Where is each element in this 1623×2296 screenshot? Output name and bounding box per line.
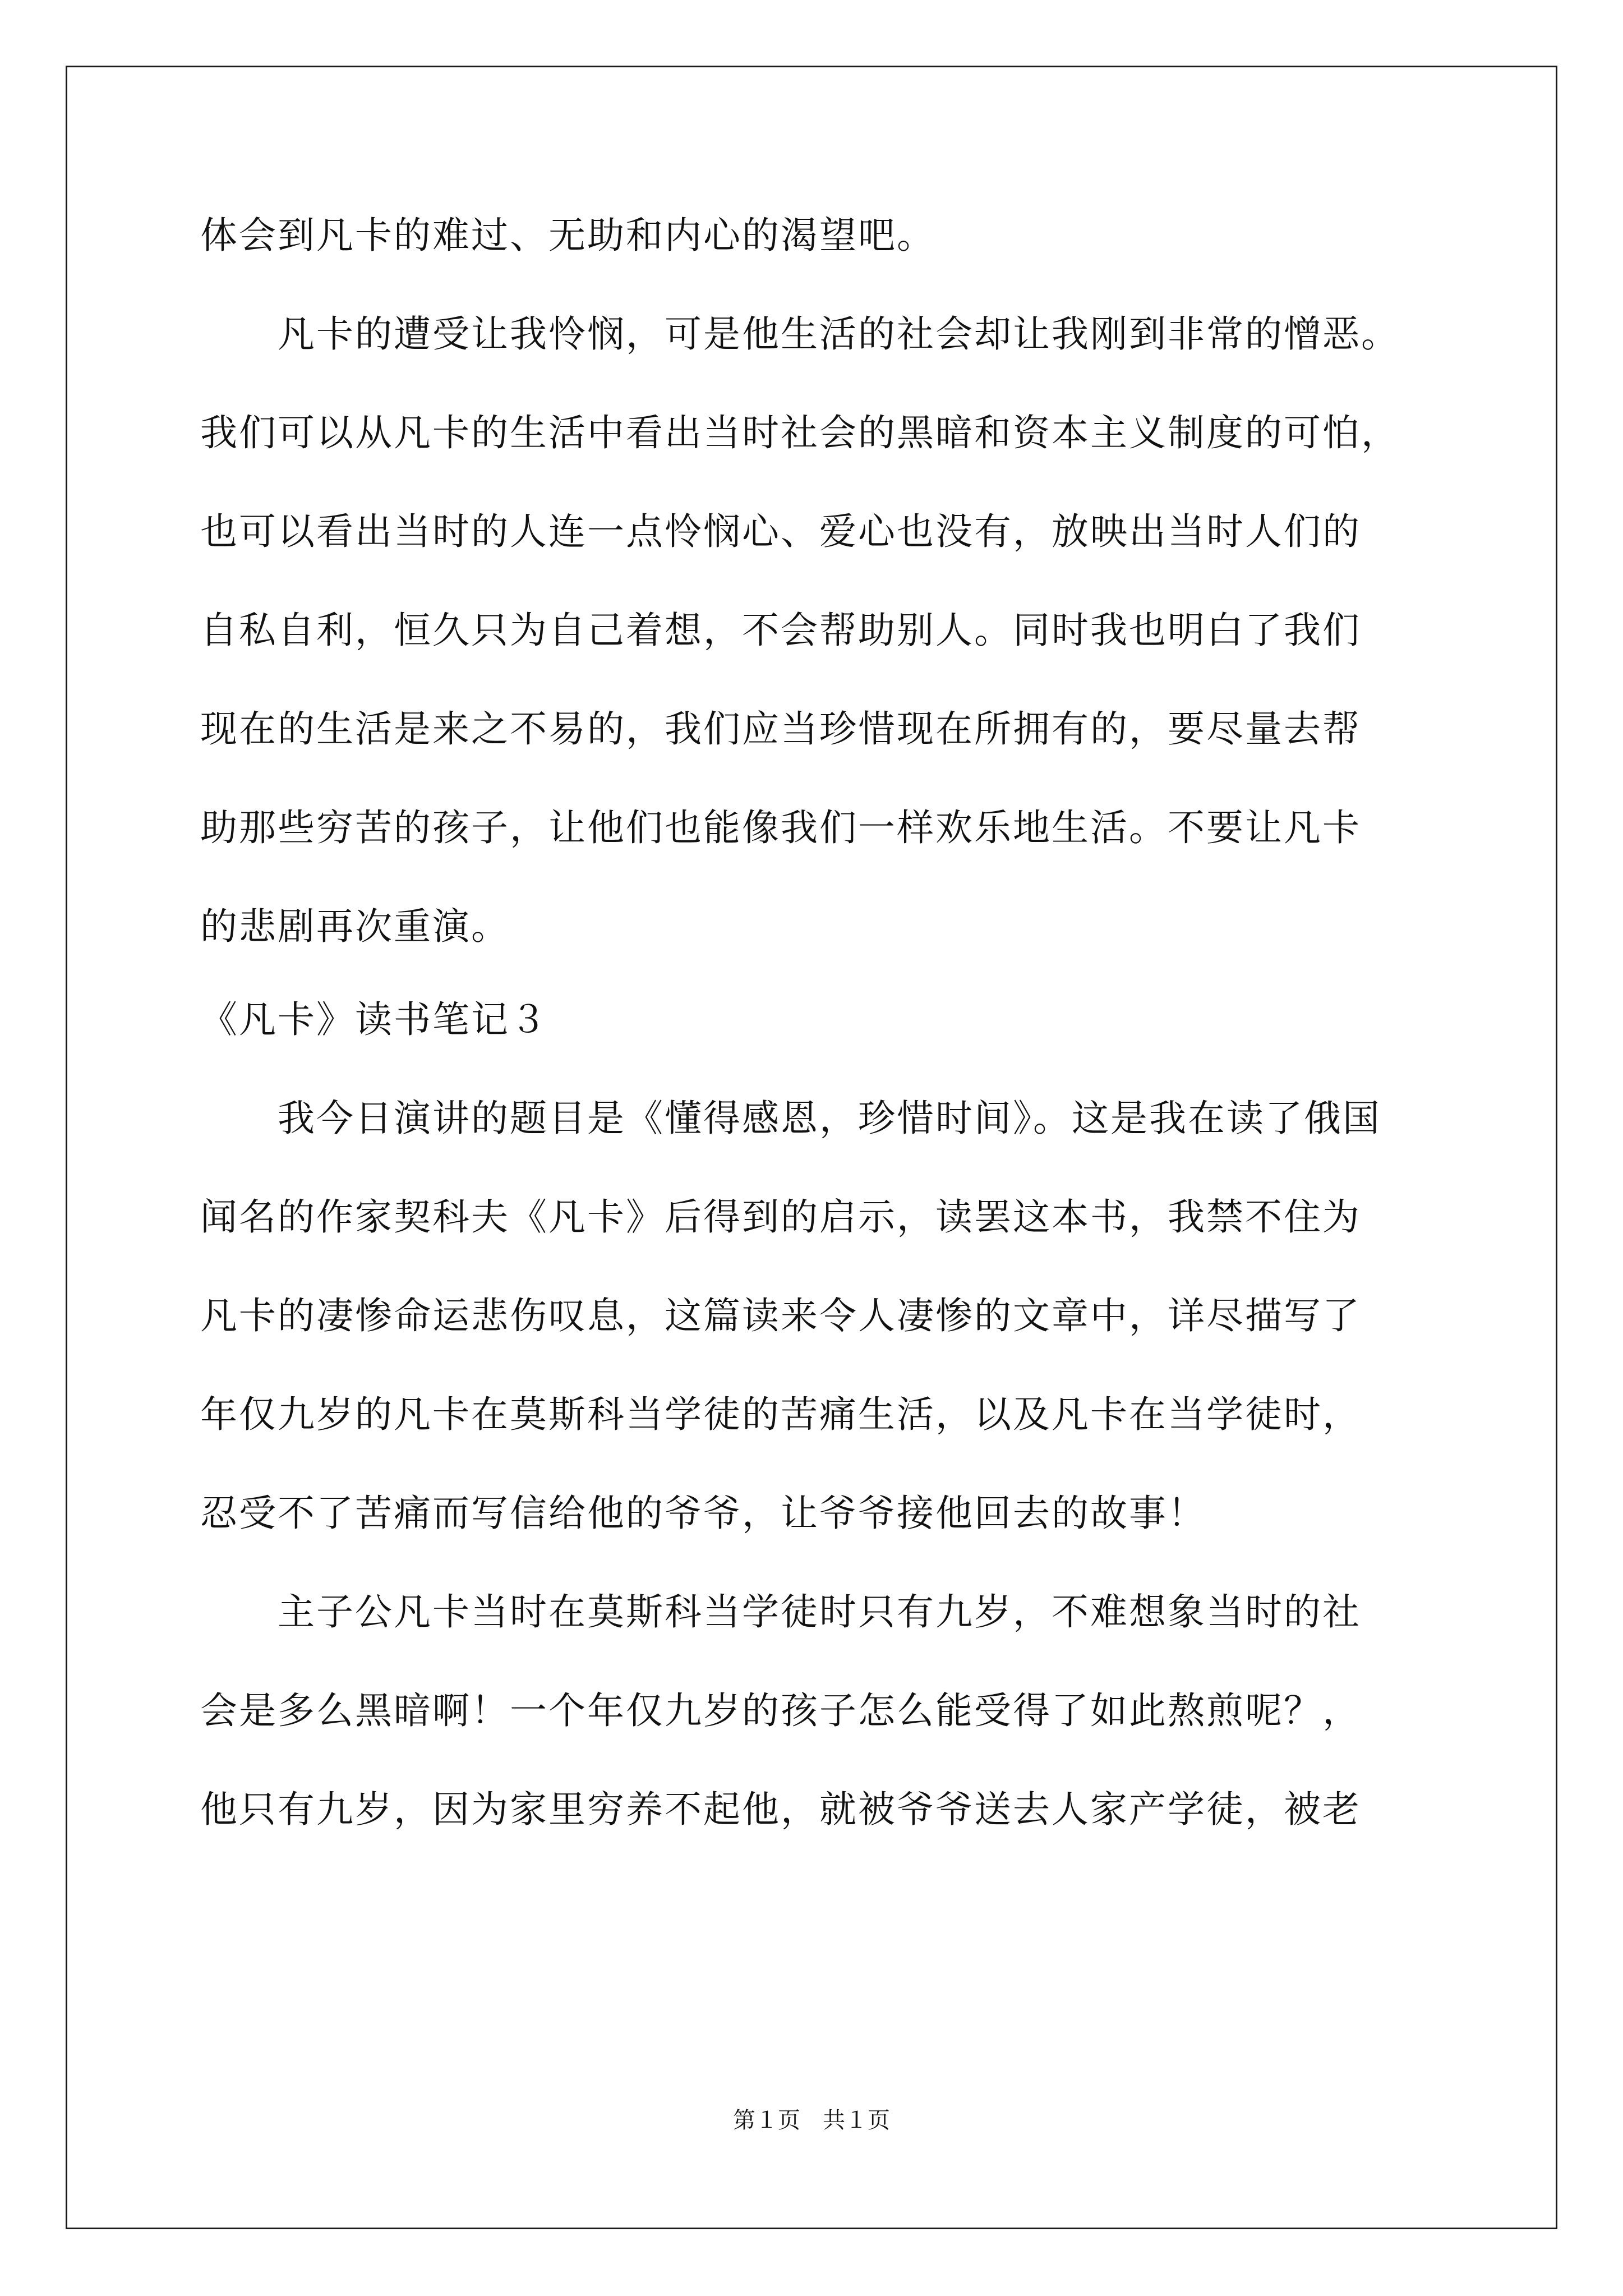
text-line: 自私自利，恒久只为自己着想，不会帮助别人。同时我也明白了我们	[200, 609, 1361, 652]
text-line: 年仅九岁的凡卡在莫斯科当学徒的苦痛生活，以及凡卡在当学徒时，	[200, 1393, 1361, 1436]
text-line: 主子公凡卡当时在莫斯科当学徒时只有九岁，不难想象当时的社	[200, 1590, 1361, 1634]
page-border	[66, 66, 1557, 2229]
page-footer: 第１页 共１页	[733, 2108, 890, 2133]
text-line: 现在的生活是来之不易的，我们应当珍惜现在所拥有的，要尽量去帮	[200, 707, 1361, 751]
text-line: 也可以看出当时的人连一点怜悯心、爱心也没有，放映出当时人们的	[200, 510, 1361, 553]
text-line: 我们可以从凡卡的生活中看出当时社会的黑暗和资本主义制度的可怕，	[200, 411, 1400, 454]
section-heading: 《凡卡》读书笔记３	[200, 998, 548, 1041]
text-line: 体会到凡卡的难过、无助和内心的渴望吧。	[200, 214, 935, 257]
text-line: 的悲剧再次重演。	[200, 905, 510, 948]
text-line: 凡卡的遭受让我怜悯，可是他生活的社会却让我刚到非常的憎恶。	[200, 312, 1400, 356]
text-line: 会是多么黑暗啊！一个年仅九岁的孩子怎么能受得了如此熬煎呢？，	[200, 1689, 1361, 1732]
text-line: 闻名的作家契科夫《凡卡》后得到的启示，读罢这本书，我禁不住为	[200, 1195, 1361, 1239]
text-line: 助那些穷苦的孩子，让他们也能像我们一样欢乐地生活。不要让凡卡	[200, 806, 1361, 849]
text-line: 忍受不了苦痛而写信给他的爷爷，让爷爷接他回去的故事！	[200, 1492, 1206, 1535]
text-line: 我今日演讲的题目是《懂得感恩，珍惜时间》。这是我在读了俄国	[200, 1097, 1381, 1140]
text-line: 他只有九岁，因为家里穷养不起他，就被爷爷送去人家产学徒，被老	[200, 1788, 1361, 1831]
text-line: 凡卡的凄惨命运悲伤叹息，这篇读来令人凄惨的文章中，详尽描写了	[200, 1294, 1361, 1337]
